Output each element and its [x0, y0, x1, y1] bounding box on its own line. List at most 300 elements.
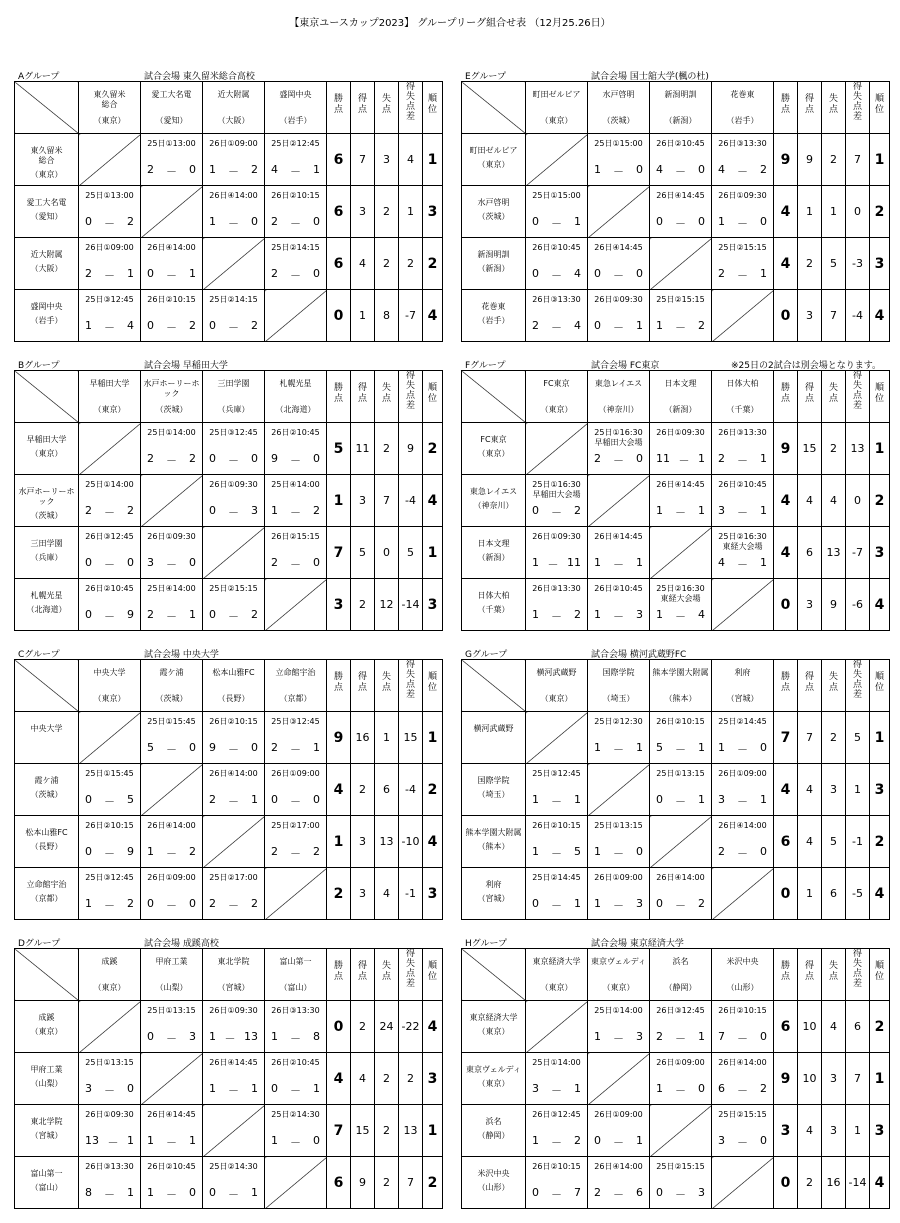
score-dash: － [737, 217, 748, 230]
match-score [718, 215, 767, 231]
score-dash: － [613, 847, 624, 860]
corner-cell [462, 371, 526, 423]
goals-against-header-label: 失 点 [828, 672, 838, 693]
match-cell [203, 868, 265, 920]
score-away: 0 [636, 267, 643, 280]
match-cell [588, 868, 650, 920]
self-match-cell [526, 134, 588, 186]
goals-against-value: 3 [822, 764, 846, 816]
self-match-cell [203, 238, 265, 290]
team-prefecture: （東京） [602, 983, 635, 992]
group-block [461, 67, 889, 342]
rank-value: 4 [870, 1157, 890, 1209]
score-away: 0 [313, 556, 320, 569]
row-team-name: FC東京 [480, 435, 507, 444]
rank-header [870, 949, 890, 1001]
score-dash: － [104, 217, 115, 230]
team-row [15, 764, 443, 816]
match-time: 26日①09:00 [656, 1058, 705, 1067]
row-team-cell [462, 238, 526, 290]
team-name: 中央大学 [93, 668, 126, 677]
team-prefecture: （山形） [726, 983, 759, 992]
team-column-header [141, 371, 203, 423]
score-dash: － [547, 558, 559, 571]
team-row [15, 134, 443, 186]
match-score [85, 267, 134, 283]
goals-against-header-label: 失 点 [381, 383, 391, 404]
goals-for-header-label: 得 点 [804, 94, 814, 115]
points-header-label: 勝 点 [333, 961, 343, 982]
team-name: 富山第一 [279, 957, 312, 966]
match-cell [203, 475, 265, 527]
team-row [462, 475, 890, 527]
score-home: 0 [209, 608, 216, 621]
rank-value: 4 [870, 579, 890, 631]
match-score [656, 319, 705, 335]
goal-diff-value: 1 [399, 186, 423, 238]
goals-against-value: 3 [375, 134, 399, 186]
match-cell [712, 186, 774, 238]
points-header-label: 勝 点 [780, 383, 790, 404]
match-cell [712, 238, 774, 290]
score-dash: － [228, 165, 239, 178]
match-time: 26日②10:45 [271, 1058, 320, 1067]
team-prefecture: （愛知） [155, 116, 188, 125]
points-value: 0 [774, 868, 798, 920]
group-header [14, 356, 442, 370]
match-cell [79, 868, 141, 920]
goals-against-value: 16 [822, 1157, 846, 1209]
team-column-header [588, 949, 650, 1001]
goal-diff-header [846, 82, 870, 134]
score-away: 0 [251, 452, 258, 465]
score-dash: － [104, 1084, 115, 1097]
match-time: 26日①09:00 [147, 873, 196, 882]
match-score [656, 608, 705, 624]
score-away: 2 [313, 504, 320, 517]
points-value: 4 [327, 1053, 351, 1105]
goals-against-value: 2 [375, 1053, 399, 1105]
goals-against-value: 12 [375, 579, 399, 631]
row-team-prefecture: （埼玉） [477, 790, 510, 799]
team-column-header [650, 371, 712, 423]
match-score [85, 1186, 134, 1202]
score-away: 2 [574, 608, 581, 621]
match-cell [650, 423, 712, 475]
points-header-label: 勝 点 [780, 94, 790, 115]
score-away: 1 [760, 793, 767, 806]
goals-against-header [822, 660, 846, 712]
match-cell [203, 186, 265, 238]
match-cell [588, 527, 650, 579]
goals-for-value: 4 [351, 238, 375, 290]
goals-for-header [798, 949, 822, 1001]
match-time: 26日①09:30 [532, 532, 581, 541]
standings-table [14, 659, 443, 920]
match-time: 25日②14:15 [271, 243, 320, 252]
goals-for-header [798, 371, 822, 423]
match-cell [141, 712, 203, 764]
match-time: 26日①09:30 [209, 480, 258, 489]
match-time: 25日②16:30 [656, 584, 705, 593]
team-column-header [79, 660, 141, 712]
score-away: 0 [698, 1082, 705, 1095]
group-name: Dグループ [18, 939, 61, 949]
score-away: 2 [698, 897, 705, 910]
goals-for-value: 2 [351, 579, 375, 631]
standings-table [14, 948, 443, 1209]
team-prefecture: （静岡） [664, 983, 697, 992]
match-cell [141, 238, 203, 290]
score-home: 0 [656, 1186, 663, 1199]
rank-value: 2 [870, 186, 890, 238]
match-score [656, 1082, 705, 1098]
match-score [271, 556, 320, 572]
team-row [462, 1105, 890, 1157]
goal-diff-value: 5 [399, 527, 423, 579]
team-row [15, 579, 443, 631]
goals-against-header-label: 失 点 [381, 94, 391, 115]
match-score [718, 793, 767, 809]
team-column-header [79, 949, 141, 1001]
group-venue: 試合会場 成蹊高校 [144, 939, 219, 949]
match-time: 26日①09:30 [718, 191, 767, 200]
row-team-prefecture: （大阪） [30, 264, 63, 273]
row-team-prefecture: （長野） [30, 842, 63, 851]
match-time: 25日①16:30 [594, 428, 643, 437]
match-time: 26日①09:30 [147, 532, 196, 541]
goal-diff-value: -4 [846, 290, 870, 342]
match-time: 26日②15:15 [271, 532, 320, 541]
goals-for-value: 4 [351, 1053, 375, 1105]
row-team-name: 三田学園 [30, 539, 63, 548]
goals-against-header [822, 949, 846, 1001]
self-match-cell [526, 423, 588, 475]
score-away: 4 [574, 267, 581, 280]
row-team-cell [15, 1053, 79, 1105]
match-cell [650, 579, 712, 631]
goals-against-header [822, 82, 846, 134]
standings-table [14, 81, 443, 342]
row-team-cell [462, 868, 526, 920]
team-prefecture: （宮城） [217, 983, 250, 992]
goal-diff-value: 9 [399, 423, 423, 475]
score-dash: － [678, 454, 690, 467]
score-home: 8 [85, 1186, 92, 1199]
self-match-cell [265, 1157, 327, 1209]
team-name: 早稲田大学 [89, 379, 130, 388]
match-cell [203, 579, 265, 631]
match-score [656, 741, 705, 757]
match-score [594, 1030, 643, 1046]
team-name: 成蹊 [101, 957, 118, 966]
goal-diff-header [846, 949, 870, 1001]
match-score [209, 504, 258, 520]
score-home: 3 [85, 1082, 92, 1095]
score-away: 1 [698, 504, 705, 517]
self-match-cell [265, 579, 327, 631]
score-dash: － [228, 506, 239, 519]
team-name: 東北学院 [217, 957, 250, 966]
match-cell [203, 134, 265, 186]
points-value: 6 [327, 1157, 351, 1209]
goal-diff-value: -3 [846, 238, 870, 290]
match-score [594, 452, 643, 468]
goal-diff-value: -10 [399, 816, 423, 868]
row-team-name: 東京ヴェルディ [465, 1065, 522, 1074]
match-cell [265, 1053, 327, 1105]
match-score [718, 556, 767, 572]
row-team-cell [462, 1001, 526, 1053]
match-score [209, 452, 258, 468]
rank-value: 1 [423, 134, 443, 186]
goals-for-header [351, 949, 375, 1001]
match-cell [203, 1053, 265, 1105]
points-value: 1 [327, 816, 351, 868]
goals-for-value: 4 [798, 1105, 822, 1157]
rank-value: 4 [870, 290, 890, 342]
row-team-cell [462, 1157, 526, 1209]
score-away: 4 [574, 319, 581, 332]
row-team-cell [462, 134, 526, 186]
score-home: 0 [594, 267, 601, 280]
rank-header-label: 順 位 [874, 94, 884, 115]
score-home: 0 [147, 897, 154, 910]
header-row [462, 82, 890, 134]
team-name: 水戸ホーリーホック [143, 379, 200, 398]
score-away: 1 [127, 1186, 134, 1199]
score-away: 1 [760, 504, 767, 517]
score-away: 4 [127, 319, 134, 332]
match-score [594, 897, 643, 913]
score-away: 0 [189, 556, 196, 569]
goals-against-value: 6 [375, 764, 399, 816]
team-column-header [650, 949, 712, 1001]
match-cell [265, 134, 327, 186]
goals-for-value: 2 [798, 238, 822, 290]
score-dash: － [166, 899, 177, 912]
score-home: 2 [271, 267, 278, 280]
match-score [656, 163, 705, 179]
score-away: 1 [251, 1082, 258, 1095]
goals-against-value: 5 [822, 816, 846, 868]
group-name: Bグループ [18, 361, 60, 371]
team-prefecture: （茨城） [602, 116, 635, 125]
team-name: 花巻東 [730, 90, 755, 99]
match-time: 25日②12:45 [271, 139, 320, 148]
goal-diff-value: 4 [399, 134, 423, 186]
match-score [147, 1134, 196, 1150]
goals-for-value: 1 [798, 868, 822, 920]
match-score [147, 845, 196, 861]
team-row [15, 238, 443, 290]
goal-diff-header-label: 得 失 点 差 [852, 660, 862, 700]
team-name: 浜名 [672, 957, 689, 966]
score-home: 13 [85, 1134, 99, 1147]
match-cell [79, 186, 141, 238]
match-cell [712, 764, 774, 816]
goals-for-value: 11 [351, 423, 375, 475]
score-dash: － [104, 795, 115, 808]
match-score [85, 1134, 134, 1150]
goal-diff-value: 2 [399, 1053, 423, 1105]
team-column-header [712, 949, 774, 1001]
goals-for-value: 16 [351, 712, 375, 764]
goals-for-value: 2 [351, 764, 375, 816]
goal-diff-value: 7 [399, 1157, 423, 1209]
score-away: 9 [127, 608, 134, 621]
header-row [462, 371, 890, 423]
row-team-name: 東京経済大学 [469, 1013, 518, 1022]
rank-value: 3 [423, 579, 443, 631]
match-time: 26日④14:45 [594, 243, 643, 252]
match-cell [712, 816, 774, 868]
goals-against-header [375, 371, 399, 423]
row-team-cell [15, 527, 79, 579]
match-venue: 東経大会場 [660, 594, 701, 603]
team-column-header [79, 82, 141, 134]
score-home: 1 [656, 1082, 663, 1095]
score-home: 0 [532, 504, 539, 517]
points-value: 3 [774, 1105, 798, 1157]
match-time: 25日③12:45 [209, 428, 258, 437]
match-cell [526, 764, 588, 816]
row-team-name: 国際学院 [477, 776, 510, 785]
group-name: Eグループ [465, 72, 506, 82]
match-time: 26日④14:00 [147, 821, 196, 830]
rank-value: 3 [870, 1105, 890, 1157]
goals-against-header-label: 失 点 [381, 672, 391, 693]
match-score [271, 1134, 320, 1150]
rank-value: 2 [423, 1157, 443, 1209]
team-column-header [526, 660, 588, 712]
match-score [532, 608, 581, 624]
score-dash: － [107, 1136, 119, 1149]
match-time: 25日①15:45 [85, 769, 134, 778]
score-dash: － [737, 847, 748, 860]
rank-value: 3 [870, 527, 890, 579]
goals-for-value: 4 [798, 764, 822, 816]
rank-value: 3 [870, 764, 890, 816]
group-header [461, 67, 889, 81]
team-prefecture: （大阪） [217, 116, 250, 125]
goals-against-value: 2 [375, 423, 399, 475]
score-dash: － [551, 899, 562, 912]
match-cell [650, 1053, 712, 1105]
goals-for-header-label: 得 点 [357, 383, 367, 404]
goals-against-value: 2 [822, 423, 846, 475]
team-row [462, 816, 890, 868]
team-prefecture: （京都） [279, 694, 312, 703]
score-dash: － [737, 795, 748, 808]
score-home: 3 [147, 556, 154, 569]
score-dash: － [166, 847, 177, 860]
match-score [271, 504, 320, 520]
team-column-header [141, 949, 203, 1001]
row-team-name: 米沢中央 [477, 1169, 510, 1178]
team-prefecture: （熊本） [664, 694, 697, 703]
rank-header [870, 660, 890, 712]
goals-for-header [351, 371, 375, 423]
score-dash: － [613, 165, 624, 178]
points-value: 9 [774, 1053, 798, 1105]
match-cell [588, 1157, 650, 1209]
score-away: 5 [574, 845, 581, 858]
score-away: 1 [636, 741, 643, 754]
goals-against-value: 8 [375, 290, 399, 342]
self-match-cell [203, 527, 265, 579]
row-team-cell [462, 579, 526, 631]
match-time: 26日②10:45 [718, 480, 767, 489]
score-home: 2 [271, 556, 278, 569]
match-time: 25日①14:00 [147, 428, 196, 437]
match-score [209, 741, 258, 757]
match-cell [712, 527, 774, 579]
match-cell [203, 764, 265, 816]
page-title: 【東京ユースカップ2023】 グループリーグ組合せ表 （12月25.26日） [289, 18, 611, 29]
row-team-cell [15, 1001, 79, 1053]
match-score [271, 741, 320, 757]
match-cell [141, 134, 203, 186]
match-score [85, 556, 134, 572]
row-team-name: 盛岡中央 [30, 302, 63, 311]
score-dash: － [737, 269, 748, 282]
score-away: 0 [313, 215, 320, 228]
goal-diff-value: 1 [846, 764, 870, 816]
team-row [15, 868, 443, 920]
match-cell [141, 1157, 203, 1209]
goals-for-value: 2 [351, 1001, 375, 1053]
team-row [15, 423, 443, 475]
score-away: 1 [251, 1186, 258, 1199]
score-dash: － [228, 454, 239, 467]
match-score [147, 741, 196, 757]
corner-cell [15, 371, 79, 423]
score-away: 1 [636, 1134, 643, 1147]
corner-cell [462, 949, 526, 1001]
row-team-name: 早稲田大学 [26, 435, 67, 444]
score-dash: － [290, 1136, 301, 1149]
match-cell [79, 475, 141, 527]
match-score [718, 1082, 767, 1098]
score-home: 0 [209, 319, 216, 332]
match-cell [79, 290, 141, 342]
corner-cell [15, 660, 79, 712]
match-cell [203, 1157, 265, 1209]
points-value: 0 [327, 290, 351, 342]
points-header [327, 371, 351, 423]
goals-for-header-label: 得 点 [804, 672, 814, 693]
match-cell [650, 475, 712, 527]
goals-against-value: 0 [375, 527, 399, 579]
score-home: 1 [594, 556, 601, 569]
row-team-name: 東北学院 [30, 1117, 63, 1126]
goals-for-header-label: 得 点 [357, 672, 367, 693]
points-value: 7 [774, 712, 798, 764]
header-row [15, 82, 443, 134]
goals-against-value: 13 [822, 527, 846, 579]
row-team-prefecture: （岩手） [30, 316, 63, 325]
points-value: 9 [327, 712, 351, 764]
score-dash: － [228, 321, 239, 334]
score-home: 2 [594, 452, 601, 465]
score-dash: － [228, 1084, 239, 1097]
goal-diff-value: -5 [846, 868, 870, 920]
points-value: 4 [774, 238, 798, 290]
goals-for-header-label: 得 点 [804, 961, 814, 982]
team-row [462, 134, 890, 186]
score-home: 1 [271, 1030, 278, 1043]
